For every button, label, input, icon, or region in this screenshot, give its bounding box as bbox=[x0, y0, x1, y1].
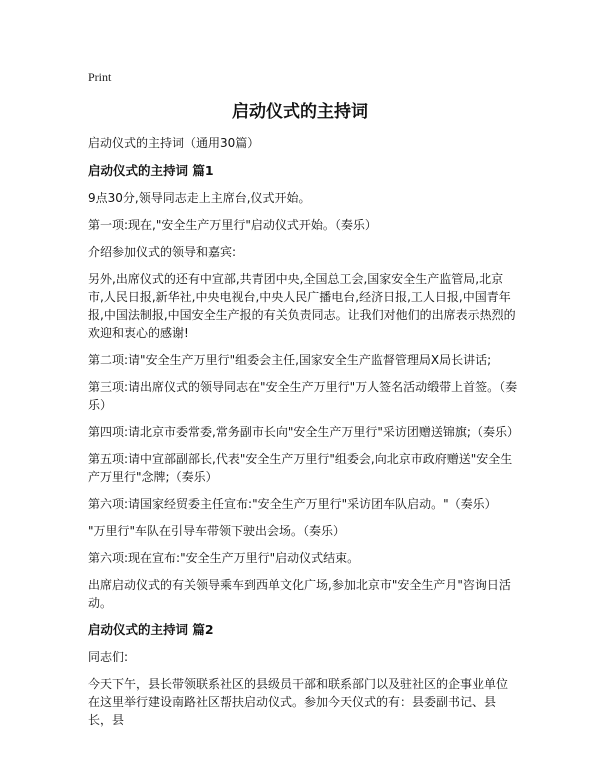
paragraph: 出席启动仪式的有关领导乘车到西单文化广场,参加北京市"安全生产月"咨询日活动。 bbox=[88, 578, 511, 610]
paragraph: 介绍参加仪式的领导和嘉宾: bbox=[88, 245, 237, 259]
paragraph: 同志们: bbox=[88, 650, 129, 664]
section-heading-1: 启动仪式的主持词 篇1 bbox=[88, 163, 214, 178]
paragraph: 第六项:请国家经贸委主任宣布:"安全生产万里行"采访团车队启动。"（奏乐） bbox=[88, 497, 497, 511]
section-heading-2: 启动仪式的主持词 篇2 bbox=[88, 622, 214, 637]
paragraph: 第一项:现在,"安全生产万里行"启动仪式开始。（奏乐） bbox=[88, 218, 377, 232]
paragraph: "万里行"车队在引导车带领下驶出会场。（奏乐） bbox=[88, 524, 346, 538]
paragraph: 今天下午，县长带领联系社区的县级员干部和联系部门以及驻社区的企事业单位在这里举行建设南路社区帮扶启动仪式。参加今天仪式的有：县委副书记、县长，县 bbox=[88, 677, 509, 727]
paragraph: 第五项:请中宣部副部长,代表"安全生产万里行"组委会,向北京市政府赠送"安全生产万里行"念牌;（奏乐） bbox=[88, 452, 513, 484]
document-title: 启动仪式的主持词 bbox=[232, 102, 368, 122]
paragraph: 第三项:请出席仪式的领导同志在"安全生产万里行"万人签名活动缎带上首签。（奏乐） bbox=[88, 380, 518, 412]
paragraph: 9点30分,领导同志走上主席台,仪式开始。 bbox=[88, 191, 311, 205]
paragraph: 第四项:请北京市委常委,常务副市长向"安全生产万里行"采访团赠送锦旗;（奏乐） bbox=[88, 425, 519, 439]
print-label[interactable]: Print bbox=[88, 70, 112, 84]
paragraph: 第二项:请"安全生产万里行"组委会主任,国家安全生产监督管理局X局长讲话; bbox=[88, 353, 492, 367]
paragraph: 第六项:现在宣布:"安全生产万里行"启动仪式结束。 bbox=[88, 551, 360, 565]
paragraph: 另外,出席仪式的还有中宣部,共青团中央,全国总工会,国家安全生产监管局,北京市,人民日报,新华社,中央电视台,中央人民广播电台,经济日报,工人日报,中国青年报,中国法制报,中国安全生产报的有关负责同志。让我们对他们的出席表示热烈的欢迎和衷心的感谢! bbox=[88, 272, 516, 340]
document-subtitle: 启动仪式的主持词（通用30篇） bbox=[88, 136, 260, 150]
document-body bbox=[88, 134, 518, 738]
